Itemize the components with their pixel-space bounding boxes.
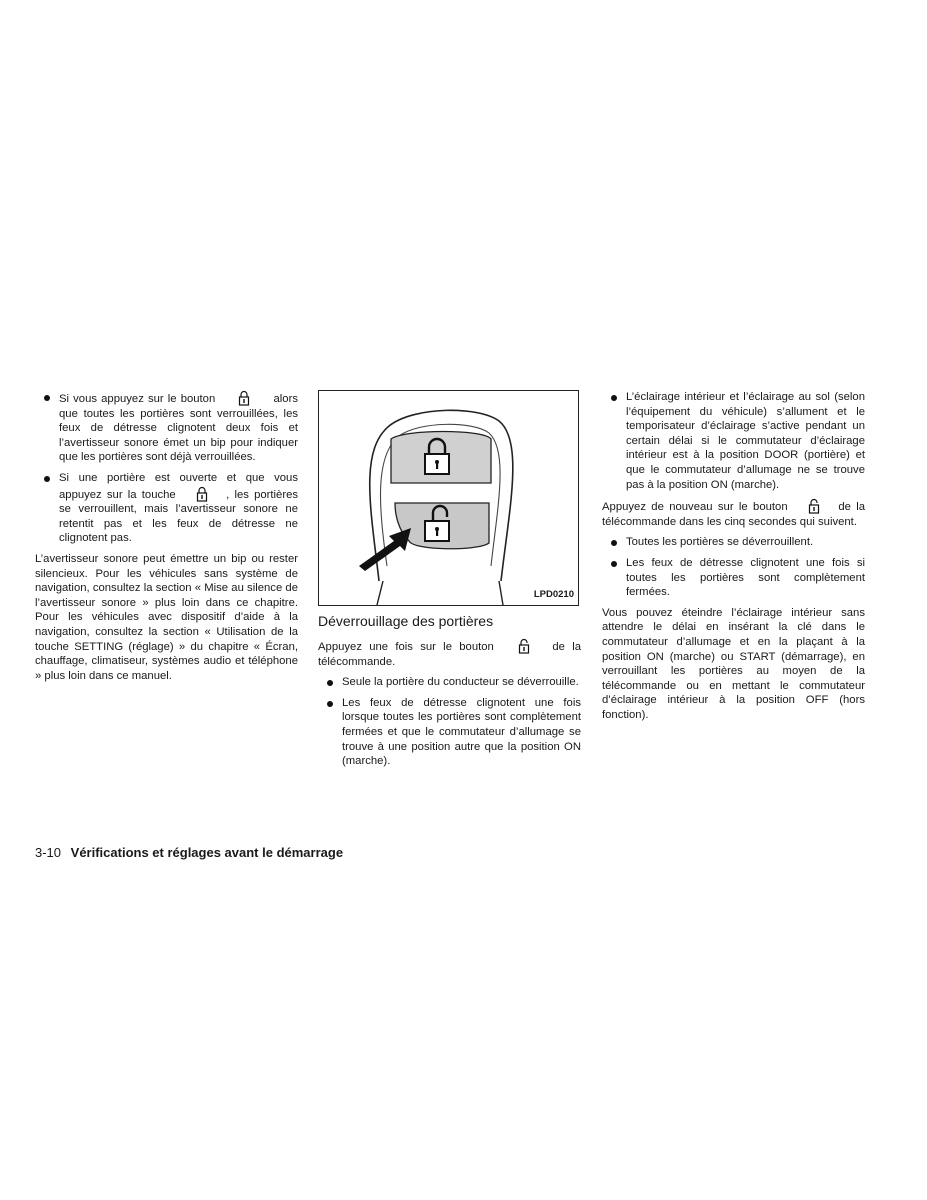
list-item: L’éclairage intérieur et l’éclairage au sol (selon l’équipement du véhicule) s’allument et le temporisateur d’éclairage s’active pendant un certain délai si le commutateur d’éclairage intérieur est à la position DOOR (portière) et que le commutateur d’allumage ne se trouve pas à la position ON (marche).: [602, 390, 865, 492]
arrow-icon: [359, 528, 411, 571]
page-footer: [35, 846, 343, 861]
section-heading: Déverrouillage des portières: [318, 613, 494, 629]
bullet-text-start: Si vous appuyez sur le bouton: [59, 393, 216, 405]
paragraph: [318, 638, 581, 669]
page-number: 3-10: [35, 845, 62, 860]
lock-icon: [237, 390, 251, 406]
left-column: [35, 390, 298, 689]
list-item: Les feux de détresse clignotent une fois lorsque toutes les portières sont complètement fermées et que le commutateur d’allumage se trouve à une position autre que la position ON (marche).: [318, 696, 581, 769]
list-item: [35, 390, 298, 465]
middle-column: [318, 390, 581, 775]
bullet-text-end: alors que toutes les portières sont verrouillées, les feux de détresse clignotent deux fois et l’avertisseur sonore émet un bip pour indiquer que les portières sont déjà verrouillées.: [59, 393, 298, 464]
lock-icon: [195, 486, 209, 502]
list-item: [35, 471, 298, 546]
bullet-text-end: , les portières se verrouillent, mais l’avertisseur sonore ne retentit pas et les feux de détresse ne clignotent pas.: [59, 488, 299, 545]
paragraph: Vous pouvez éteindre l’éclairage intérieur sans attendre le délai en insérant la clé dans le commutateur d’allumage et en la plaçant à la position ON (marche) ou START (démarrage), en verrouillant les portières au moyen de la télécommande ou en mettant le commutateur d’éclairage intérieur à la position OFF (hors fonction).: [602, 606, 865, 721]
paragraph-text-start: Appuyez une fois sur le bouton: [318, 641, 494, 653]
figure-label: LPD0210: [533, 589, 574, 601]
key-fob-figure: [318, 390, 579, 606]
list-item: Seule la portière du conducteur se déverrouille.: [318, 675, 581, 690]
paragraph: L’avertisseur sonore peut émettre un bip ou rester silencieux. Pour les véhicules sans système de navigation, consultez la section « Mise au silence de l’avertisseur sonore » plus loin dans ce chapitre. Pour les véhicules avec dispositif d’aide à la navigation, consultez la section « Utilisation de la touche SETTING (réglage) » du chapitre « Écran, chauffage, climatiseur, systèmes audio et téléphone » plus loin dans ce manuel.: [35, 552, 298, 682]
key-fob-illustration: [319, 391, 578, 605]
right-column: [602, 390, 865, 728]
unlock-icon: [517, 638, 531, 654]
unlock-icon: [807, 498, 821, 514]
paragraph: [602, 498, 865, 529]
list-item: Les feux de détresse clignotent une fois si toutes les portières sont complètement fermées.: [602, 556, 865, 600]
bullet-text-start: Si une portière est ouverte et que vous appuyez sur la touche: [59, 471, 298, 501]
paragraph-text-start: Appuyez de nouveau sur le bouton: [602, 501, 788, 514]
paragraph-text-end: de la télécommande dans les cinq secondes qui suivent.: [602, 501, 866, 528]
list-item: Toutes les portières se déverrouillent.: [602, 535, 865, 550]
section-title: Vérifications et réglages avant le démarrage: [70, 845, 344, 860]
paragraph-text-end: de la télécommande.: [318, 641, 582, 668]
